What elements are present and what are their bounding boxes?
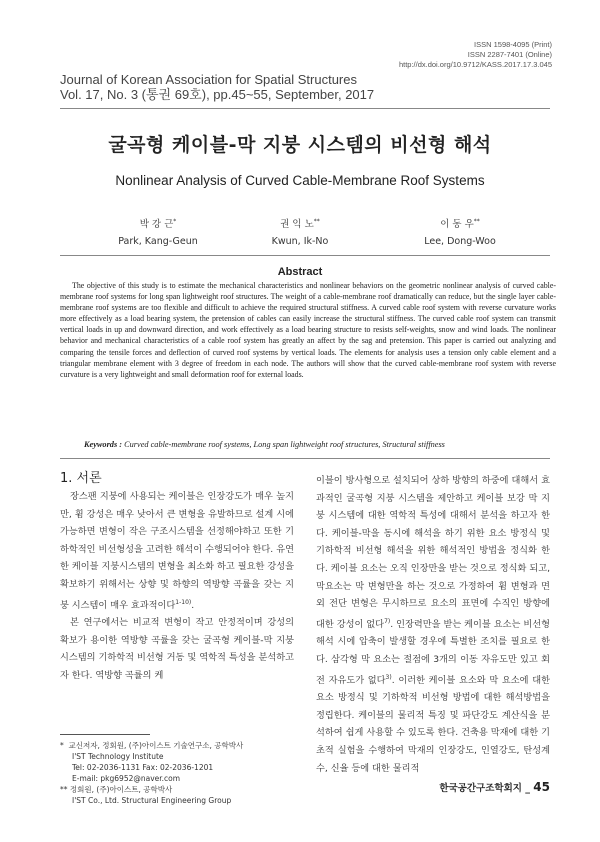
footnote-text: Tel: 02-2036-1131 Fax: 02-2036-1201	[72, 763, 214, 772]
journal-name: Journal of Korean Association for Spatial Structures	[60, 72, 357, 87]
abstract-body: The objective of this study is to estimate the mechanical characteristics and nonlinear behaviors on the geometric nonlinear analysis of curved cable-membrane roof systems for long span lightweight roof structures. The weight of a cable-membrane roof dramatically can reduce, but the single layer cable-membrane roof systems are too flexible and difficult to achieve the required structural stiffness. A curved cable roof system with reverse curvature works more effectively as a load bearing system, the pretension of cables can easily increase the structural stiffness. The curved cable roof system can transmit vertical loads in up and downward direction, and work effectively as a load bearing structure to resists self-weights, snow and wind loads. The nonlinear behavior and mechanical characteristics of a cable roof system has greatly an affect by the sag and pretension. This paper is carried out analyzing and comparing the tensile forces and deflection of curved roof systems by vertical loads. The elements for analysis uses a tension only cable element and a triangular membrane element with 3 degree of freedom in each node. The authors will show that the curved cable-membrane roof system with reverse curvature is a very lightweight and small deformation roof for external loads.	[60, 281, 556, 379]
issn-block	[399, 40, 552, 70]
folio-journal: 한국공간구조학회지 _	[439, 783, 530, 794]
page-number: 45	[533, 780, 550, 794]
doi-link[interactable]: http://dx.doi.org/10.9712/KASS.2017.17.3.045	[398, 60, 552, 69]
intro-paragraph-3	[316, 472, 550, 777]
abstract-heading: Abstract	[277, 266, 323, 278]
author-2-name-ko: 권 익 노	[280, 219, 314, 231]
issn-online: ISSN 2287-7401 (Online)	[467, 50, 552, 59]
intro-paragraph-1-text: 장스팬 지붕에 사용되는 케이블은 인장강도가 매우 높지만, 휨 강성은 매우 낮아서 큰 변형을 유발하므로 설계 시에 가능하면 변형이 작은 구조시스템을 선정해야하고 또한 기하학적인 비선형성을 고려한 해석이 수행되어야 한다. 유연한 케이블 지붕시스템의 변형을 최소화 하고 필요한 강성을 확보하기 위해서는 상향 및 하향의 역방향 곡률을 갖는 지붕 시스템이 매우 효과적이다	[60, 491, 294, 611]
author-2-name-en: Kwun, Ik-No	[271, 236, 329, 248]
keywords-text: Curved cable-membrane roof systems, Long span lightweight roof structures, Structural stiffness	[124, 440, 445, 449]
author-1-name-en: Park, Kang-Geun	[118, 236, 198, 248]
section-heading-introduction: 1. 서론	[60, 471, 102, 486]
footnote-line	[60, 762, 300, 773]
title-korean: 굴곡형 케이블-막 지붕 시스템의 비선형 해석	[108, 134, 492, 156]
author-3	[380, 213, 540, 250]
footnote-line	[60, 784, 300, 795]
footnote-line	[60, 751, 300, 762]
footnote-line	[60, 740, 300, 751]
title-english: Nonlinear Analysis of Curved Cable-Membrane Roof Systems	[115, 173, 485, 188]
body-left-column	[60, 488, 294, 685]
journal-volume: Vol. 17, No. 3 (통권 69호), pp.45~55, September, 2017	[60, 87, 375, 102]
footnote-mark: *	[60, 741, 64, 750]
footnote-text: 정회원, (주)아이스트, 공학박사	[69, 785, 173, 794]
footnote-text: 교신저자, 정회원, (주)아이스트 기술연구소, 공학박사	[68, 741, 244, 750]
issn-print: ISSN 1598-4095 (Print)	[474, 40, 552, 49]
author-1-mark: *	[173, 218, 177, 225]
author-1	[78, 213, 238, 250]
intro-paragraph-1-end: .	[191, 599, 195, 611]
intro-paragraph-3-text-b: . 인장력만을 받는 케이블 요소는 비선형 해석 시에 압축이 발생할 경우에 특별한 조치를 필요로 한다. 삼각형 막 요소는 절점에 3개의 이동 자유도만 있고 회전 자유도가 없다	[316, 618, 550, 686]
author-3-name-en: Lee, Dong-Woo	[424, 236, 496, 248]
keywords-label: Keywords :	[84, 440, 123, 449]
footnote-line	[60, 773, 300, 784]
footnote-text: I'ST Co., Ltd. Structural Engineering Group	[72, 796, 232, 805]
footnote-email[interactable]: E-mail: pkg6952@naver.com	[72, 774, 181, 783]
footnotes	[60, 740, 300, 806]
body-right-column	[316, 472, 550, 777]
keywords-line	[84, 440, 554, 449]
author-3-name-ko: 이 동 우	[440, 219, 474, 231]
author-2	[220, 213, 380, 250]
footnote-divider	[60, 734, 150, 735]
intro-paragraph-1	[60, 488, 294, 614]
citation-ref: 7)	[384, 617, 391, 625]
author-1-name-ko: 박 강 근	[139, 219, 174, 231]
abstract-bottom-divider	[60, 458, 550, 459]
intro-paragraph-3-text-a: 이블이 방사형으로 설치되어 상하 방향의 하중에 대해서 효과적인 굴곡형 지붕 시스템을 제안하고 케이블 보강 막 지붕 시스템에 대한 역학적 특성에 대해서 분석을 하고자 한다. 케이블-막을 동시에 해석을 하기 위한 요소 방정식 및 기하학적 비선형 해석을 위한 해석적인 방법을 정식화 한다. 케이블 요소는 오직 인장만을 받는 것으로 정식화 되고, 막요소는 막 변형만을 하는 것으로 가정하여 휨 변형과 면외 전단 변형은 무시하므로 요소의 표면에 수직인 방향에 대한 강성이 없다	[316, 475, 550, 630]
header-divider	[60, 108, 550, 109]
author-3-mark: **	[473, 218, 480, 225]
citation-ref: 1-10)	[175, 598, 192, 606]
footnote-mark: **	[60, 785, 68, 794]
footnote-line	[60, 795, 300, 806]
abstract-top-divider	[60, 255, 550, 256]
page-folio	[439, 780, 550, 794]
footnote-text: I'ST Technology Institute	[72, 752, 164, 761]
citation-ref: 3)	[385, 673, 392, 681]
intro-paragraph-2: 본 연구에서는 비교적 변형이 작고 안정적이며 강성의 확보가 용이한 역방향 곡률을 갖는 굴곡형 케이블-막 지붕 시스템의 기하학적 비선형 거동 및 역학적 특성을 분석하고자 한다. 역방향 곡률의 케	[60, 617, 294, 681]
author-2-mark: **	[313, 218, 320, 225]
journal-header	[60, 72, 374, 103]
intro-paragraph-3-text-c: . 이러한 케이블 요소와 막 요소에 대한 요소 방정식 및 기하학적 비선형 방법에 대한 해석방법을 정립한다. 케이블의 물리적 특징 및 파단강도 계산식을 분석하여 쉽게 사용할 수 있도록 한다. 건축용 막재에 대한 기초적 실험을 수행하여 막재의 인장강도, 인열강도, 탄성계수, 신율 등에 대한 물리적	[316, 674, 550, 774]
